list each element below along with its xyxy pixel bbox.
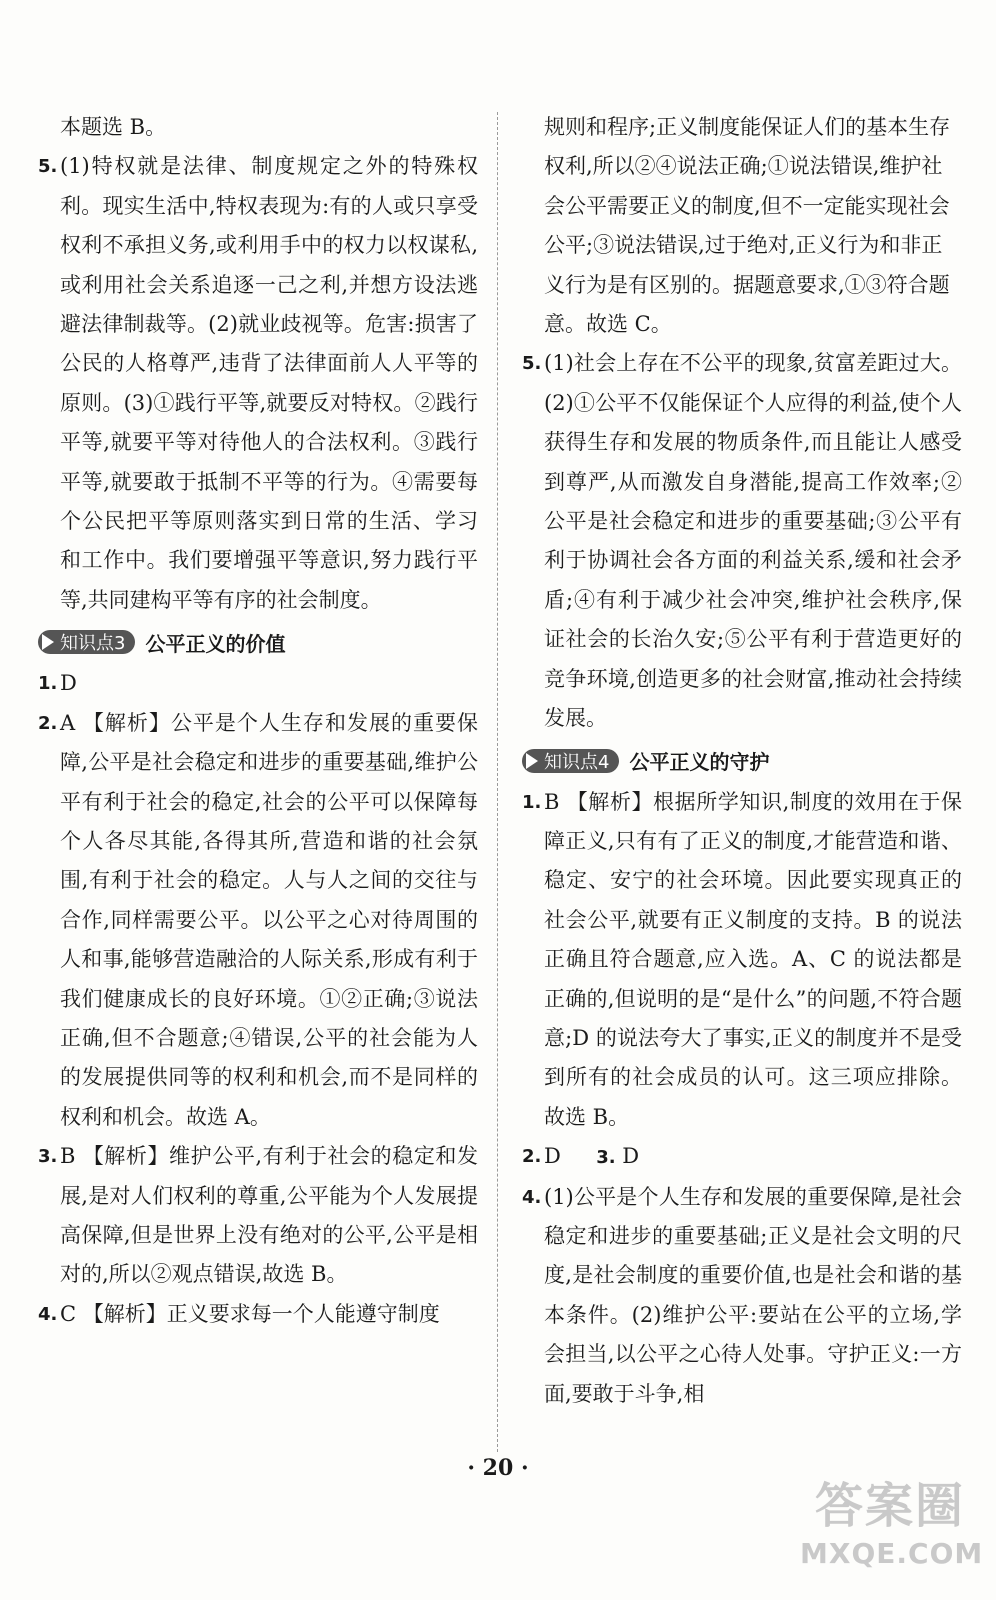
answer-item-2 [38, 704, 478, 1137]
right-column [522, 108, 962, 1414]
left-column [38, 108, 478, 1334]
section-header-4 [522, 741, 962, 781]
watermark-sub: MXQE.COM [800, 1537, 984, 1570]
item-number: 5. [38, 156, 58, 178]
item-number: 4. [38, 1303, 58, 1325]
watermark-logo [800, 1475, 984, 1585]
answer-item-1 [38, 664, 478, 703]
item-number: 2. [38, 712, 58, 734]
item-text: B 【解析】根据所学知识,制度的效用在于保障正义,只有有了正义的制度,才能营造和谐、稳定、安宁的社会环境。因此要实现真正的社会公平,就要有正义制度的支持。B 的说法正确且符合题意,应入选。A、C 的说法都是正确的,但说明的是“是什么”的问题,不符合题意;D 的说法夸大了事实,正义的制度并不是受到所有的社会成员的认可。这三项应排除。故选 B。 [544, 789, 962, 1129]
watermark-main: 答案圈 [814, 1478, 965, 1534]
answer-item-4 [522, 1178, 962, 1414]
answer-item-5 [522, 344, 962, 738]
page-number: · 20 · [467, 1455, 529, 1481]
item-text: (1)社会上存在不公平的现象,贫富差距过大。(2)①公平不仅能保证个人应得的利益,使个人获得生存和发展的物质条件,而且能让人感受到尊严,从而激发自身潜能,提高工作效率;②公平是社会稳定和进步的重要基础;③公平有利于协调社会各方面的利益关系,缓和社会矛盾;④有利于减少社会冲突,维护社会秩序,保证社会的长治久安;⑤公平有利于营造更好的竞争环境,创造更多的社会财富,推动社会持续发展。 [544, 351, 962, 731]
item-text: (1)特权就是法律、制度规定之外的特殊权利。现实生活中,特权表现为:有的人或只享受权利不承担义务,或利用手中的权力以权谋私,或利用社会关系追逐一己之利,并想方设法逃避法律制裁等。(2)就业歧视等。危害:损害了公民的人格尊严,违背了法律面前人人平等的原则。(3)①践行平等,就要反对特权。②践行平等,就要平等对待他人的合法权利。③践行平等,就要敢于抵制不平等的行为。④需要每个公民把平等原则落实到日常的生活、学习和工作中。我们要增强平等意识,努力践行平等,共同建构平等有序的社会制度。 [60, 154, 478, 612]
item-number: 4. [522, 1186, 542, 1208]
answer-item-4 [38, 1295, 478, 1334]
continued-text: 规则和程序;正义制度能保证人们的基本生存权利,所以②④说法正确;①说法错误,维护社会公平需要正义的制度,但不一定能实现社会公平;③说法错误,过于绝对,正义行为和非正义行为是有区别的。据题意要求,①③符合题意。故选 C。 [544, 115, 951, 337]
item-text: D [544, 1144, 561, 1169]
item-text: D [60, 671, 77, 696]
item-number: 2. [522, 1146, 542, 1168]
section-badge-label: 知识点3 [60, 633, 126, 655]
section-badge-label: 知识点4 [544, 751, 610, 773]
answer-item-5 [38, 147, 478, 620]
answer-item-1 [522, 783, 962, 1138]
play-arrow-icon [42, 634, 54, 650]
item-number: 5. [522, 353, 542, 375]
section-title: 公平正义的价值 [145, 631, 286, 656]
section-title: 公平正义的守护 [629, 750, 770, 774]
item-number: 1. [38, 673, 58, 695]
section-header-3 [38, 622, 478, 662]
answer-item-2-3 [522, 1137, 962, 1177]
column-divider [497, 112, 498, 1452]
item-number: 1. [522, 791, 542, 813]
item-number: 3. [38, 1146, 58, 1168]
answer-item-3 [38, 1137, 478, 1295]
item-text: D [622, 1144, 640, 1169]
item-text: (1)公平是个人生存和发展的重要保障,是社会稳定和进步的重要基础;正义是社会文明的尺度,是社会制度的重要价值,也是社会和谐的基本条件。(2)维护公平:要站在公平的立场,学会担当,以公平之心待人处事。守护正义:一方面,要敢于斗争,相 [544, 1184, 962, 1406]
item-text: A 【解析】公平是个人生存和发展的重要保障,公平是社会稳定和进步的重要基础,维护公平有利于社会的稳定,社会的公平可以保障每个人各尽其能,各得其所,营造和谐的社会氛围,有利于社会的稳定。人与人之间的交往与合作,同样需要公平。以公平之心对待周围的人和事,能够营造融洽的人际关系,形成有利于我们健康成长的良好环境。①②正确;③说法正确,但不合题意;④错误,公平的社会能为人的发展提供同等的权利和机会,而不是同样的权利和机会。故选 A。 [60, 710, 478, 1129]
play-arrow-icon [526, 753, 538, 769]
section-badge [522, 749, 619, 773]
continued-text: 本题选 B。 [60, 115, 167, 139]
item-text: C 【解析】正义要求每一个人能遵守制度 [60, 1301, 440, 1326]
item-number: 3. [596, 1147, 616, 1169]
section-badge [38, 630, 135, 654]
item-text: B 【解析】维护公平,有利于社会的稳定和发展,是对人们权利的尊重,公平能为个人发展提高保障,但是世界上没有绝对的公平,公平是相对的,所以②观点错误,故选 B。 [60, 1144, 478, 1287]
